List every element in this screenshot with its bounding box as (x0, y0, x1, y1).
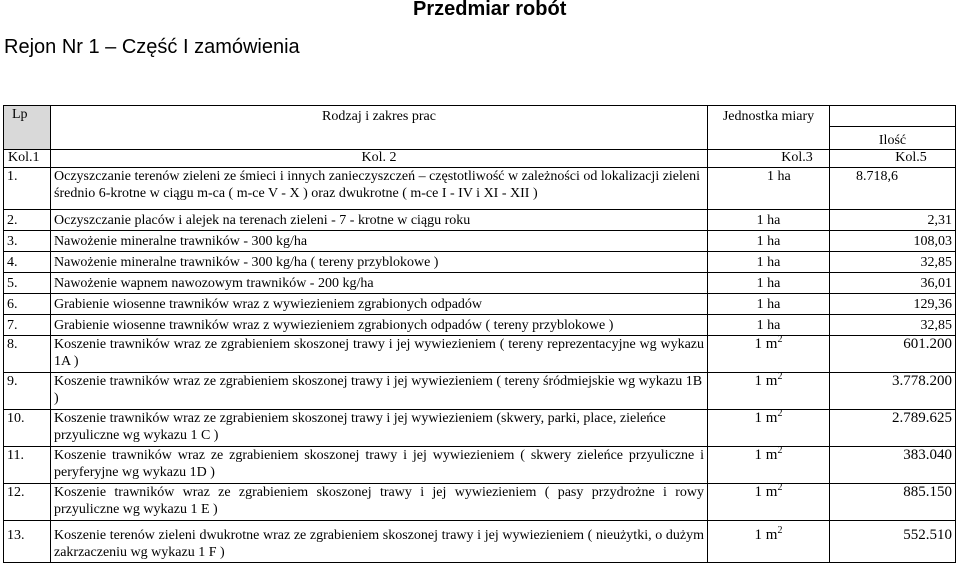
qty-text: 383.040 (903, 447, 952, 463)
row-qty: 129,36 (830, 294, 956, 315)
row-qty: 2,31 (830, 210, 956, 231)
table-row (4, 373, 956, 410)
row-unit (708, 410, 830, 447)
unit-text: 1 m (754, 336, 778, 352)
row-qty: 108,03 (830, 231, 956, 252)
header-row (4, 106, 956, 127)
unit-superscript: 2 (777, 482, 783, 493)
row-lp: 2. (4, 210, 51, 231)
row-unit (708, 373, 830, 410)
row-desc: Koszenie trawników wraz ze zgrabieniem skoszonej trawy i jej wywiezieniem ( tereny śródmiejskie wg wykazu 1B ) (51, 373, 708, 410)
row-qty: 8.718,6 (830, 168, 956, 210)
table-row (4, 484, 956, 521)
row-desc: Nawożenie wapnem nawozowym trawników - 200 kg/ha (51, 273, 708, 294)
region-title: Rejon Nr 1 – Część I zamówienia (4, 36, 300, 58)
page-title: Przedmiar robót (413, 0, 567, 20)
header-qty: Ilość (830, 127, 956, 150)
header-qty-top (830, 106, 956, 127)
kol-unit: Kol.3 (708, 150, 830, 168)
row-desc: Oczyszczanie terenów zieleni ze śmieci i innych zanieczyszczeń – częstotliwość w zależności od lokalizacji zieleni średnio 6-krotne w ciągu m-ca ( m-ce V - X ) oraz dwukrotne ( m-ce I - IV i XI - XII ) (51, 168, 708, 210)
row-qty: 32,85 (830, 315, 956, 336)
row-desc: Grabienie wiosenne trawników wraz z wywiezieniem zgrabionych odpadów (51, 294, 708, 315)
row-lp: 5. (4, 273, 51, 294)
table-row (4, 447, 956, 484)
row-qty (830, 373, 956, 410)
qty-text: 2.789.625 (892, 410, 952, 426)
row-lp: 10. (4, 410, 51, 447)
row-unit (708, 336, 830, 373)
row-qty: 32,85 (830, 252, 956, 273)
row-qty (830, 336, 956, 373)
row-unit (708, 484, 830, 521)
table-row (4, 231, 956, 252)
row-lp: 4. (4, 252, 51, 273)
table-row (4, 210, 956, 231)
row-lp: 8. (4, 336, 51, 373)
row-lp: 13. (4, 521, 51, 563)
row-unit: 1 ha (708, 168, 830, 210)
row-lp: 3. (4, 231, 51, 252)
row-desc: Nawożenie mineralne trawników - 300 kg/ha (51, 231, 708, 252)
row-desc: Oczyszczanie placów i alejek na terenach zieleni - 7 - krotne w ciągu roku (51, 210, 708, 231)
row-desc: Koszenie trawników wraz ze zgrabieniem skoszonej trawy i jej wywiezieniem ( skwery zieleńce przyuliczne i peryferyjne wg wykazu 1D ) (51, 447, 708, 484)
row-unit (708, 447, 830, 484)
table-row (4, 294, 956, 315)
row-unit: 1 ha (708, 273, 830, 294)
header-unit: Jednostka miary (708, 106, 830, 150)
unit-superscript: 2 (777, 525, 783, 536)
row-unit: 1 ha (708, 231, 830, 252)
unit-superscript: 2 (777, 445, 783, 456)
kol-qty: Kol.5 (830, 150, 956, 168)
row-lp: 7. (4, 315, 51, 336)
column-ref-row (4, 150, 956, 168)
unit-superscript: 2 (777, 408, 783, 419)
qty-text: 601.200 (903, 336, 952, 352)
unit-text: 1 m (754, 527, 778, 543)
header-lp: Lp (4, 106, 51, 150)
table-row (4, 252, 956, 273)
row-desc: Koszenie trawników wraz ze zgrabieniem skoszonej trawy i jej wywiezieniem ( pasy przydrożne i rowy przyuliczne wg wykazu 1 E ) (51, 484, 708, 521)
kol-desc: Kol. 2 (51, 150, 708, 168)
unit-text: 1 m (754, 447, 778, 463)
row-desc: Koszenie trawników wraz ze zgrabieniem skoszonej trawy i jej wywiezieniem ( tereny reprezentacyjne wg wykazu 1A ) (51, 336, 708, 373)
table-row (4, 315, 956, 336)
qty-text: 3.778.200 (892, 373, 952, 389)
row-qty (830, 410, 956, 447)
row-lp: 9. (4, 373, 51, 410)
row-lp: 6. (4, 294, 51, 315)
row-qty (830, 447, 956, 484)
qty-text: 885.150 (903, 484, 952, 500)
table-row (4, 273, 956, 294)
kol-lp: Kol.1 (4, 150, 51, 168)
row-unit: 1 ha (708, 294, 830, 315)
row-desc: Grabienie wiosenne trawników wraz z wywiezieniem zgrabionych odpadów ( tereny przyblokowe ) (51, 315, 708, 336)
row-desc: Koszenie trawników wraz ze zgrabieniem skoszonej trawy i jej wywiezieniem (skwery, parki, place, zieleńce przyuliczne wg wykazu 1 C ) (51, 410, 708, 447)
table-row (4, 410, 956, 447)
row-lp: 1. (4, 168, 51, 210)
qty-text: 552.510 (903, 527, 952, 543)
row-qty (830, 484, 956, 521)
row-unit (708, 521, 830, 563)
row-lp: 12. (4, 484, 51, 521)
row-lp: 11. (4, 447, 51, 484)
row-desc: Nawożenie mineralne trawników - 300 kg/ha ( tereny przyblokowe ) (51, 252, 708, 273)
unit-superscript: 2 (777, 371, 783, 382)
row-unit: 1 ha (708, 315, 830, 336)
row-qty: 36,01 (830, 273, 956, 294)
table-row (4, 521, 956, 563)
row-desc: Koszenie terenów zieleni dwukrotne wraz ze zgrabieniem skoszonej trawy i jej wywiezieniem ( nieużytki, o dużym zakrzaczeniu wg wykazu 1 F ) (51, 521, 708, 563)
unit-text: 1 m (754, 373, 778, 389)
unit-superscript: 2 (777, 334, 783, 345)
unit-text: 1 m (754, 410, 778, 426)
unit-text: 1 m (754, 484, 778, 500)
table-row (4, 336, 956, 373)
header-desc: Rodzaj i zakres prac (51, 106, 708, 150)
row-unit: 1 ha (708, 252, 830, 273)
row-unit: 1 ha (708, 210, 830, 231)
works-table (3, 105, 956, 563)
table-row (4, 168, 956, 210)
row-qty (830, 521, 956, 563)
